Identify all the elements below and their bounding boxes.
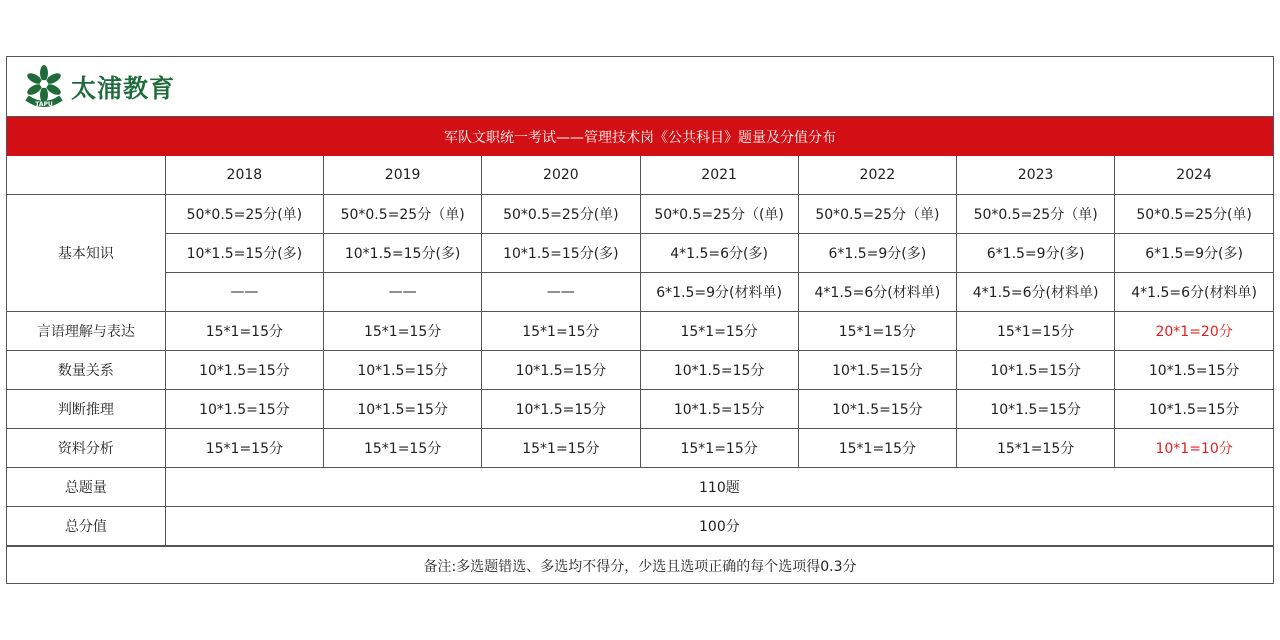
year-header: 2018 bbox=[165, 156, 323, 195]
table-row-total-score bbox=[7, 507, 1273, 546]
table-cell: 6*1.5=9分(多) bbox=[798, 234, 956, 273]
table-cell-highlight: 10*1=10分 bbox=[1115, 429, 1273, 468]
score-table bbox=[7, 156, 1273, 546]
table-cell: 15*1=15分 bbox=[640, 312, 798, 351]
table-cell: 10*1.5=15分 bbox=[957, 390, 1115, 429]
exam-distribution-sheet bbox=[6, 56, 1274, 584]
table-cell: 10*1.5=15分 bbox=[1115, 390, 1273, 429]
table-cell: 50*0.5=25分(单) bbox=[1115, 195, 1273, 234]
total-questions-value: 110题 bbox=[165, 468, 1273, 507]
year-header: 2021 bbox=[640, 156, 798, 195]
table-cell: 10*1.5=15分 bbox=[165, 390, 323, 429]
table-cell: 6*1.5=9分(材料单) bbox=[640, 273, 798, 312]
table-cell: 15*1=15分 bbox=[798, 429, 956, 468]
table-cell: 15*1=15分 bbox=[957, 429, 1115, 468]
table-cell: 4*1.5=6分(多) bbox=[640, 234, 798, 273]
table-cell: 15*1=15分 bbox=[165, 429, 323, 468]
table-row-reasoning bbox=[7, 390, 1273, 429]
header-empty-cell bbox=[7, 156, 165, 195]
table-row-total-questions bbox=[7, 468, 1273, 507]
footnote bbox=[7, 546, 1273, 584]
row-label: 资料分析 bbox=[7, 429, 165, 468]
table-cell: 15*1=15分 bbox=[324, 429, 482, 468]
year-header: 2020 bbox=[482, 156, 640, 195]
row-label: 总分值 bbox=[7, 507, 165, 546]
table-cell: 15*1=15分 bbox=[165, 312, 323, 351]
year-header: 2022 bbox=[798, 156, 956, 195]
table-cell: 15*1=15分 bbox=[482, 312, 640, 351]
table-cell: 10*1.5=15分(多) bbox=[324, 234, 482, 273]
table-cell: 4*1.5=6分(材料单) bbox=[798, 273, 956, 312]
year-header: 2019 bbox=[324, 156, 482, 195]
table-cell: 50*0.5=25分（单) bbox=[798, 195, 956, 234]
brand-header bbox=[7, 57, 1273, 117]
table-cell: 10*1.5=15分 bbox=[482, 351, 640, 390]
table-cell: 6*1.5=9分(多) bbox=[1115, 234, 1273, 273]
table-cell: 10*1.5=15分(多) bbox=[482, 234, 640, 273]
table-cell: 10*1.5=15分 bbox=[957, 351, 1115, 390]
table-cell: 10*1.5=15分 bbox=[482, 390, 640, 429]
row-label: 总题量 bbox=[7, 468, 165, 507]
total-score-value: 100分 bbox=[165, 507, 1273, 546]
table-cell: 10*1.5=15分 bbox=[640, 351, 798, 390]
footnote-text: 备注:多选题错选、多选均不得分，少选且选项正确的每个选项得0.3分 bbox=[423, 558, 857, 575]
table-cell: 15*1=15分 bbox=[640, 429, 798, 468]
table-cell: 10*1.5=15分 bbox=[798, 351, 956, 390]
banner-title: 军队文职统一考试——管理技术岗《公共科目》题量及分值分布 bbox=[444, 129, 836, 146]
table-cell: 15*1=15分 bbox=[482, 429, 640, 468]
year-header-row bbox=[7, 156, 1273, 195]
table-cell: 15*1=15分 bbox=[957, 312, 1115, 351]
brand-name: 太浦教育 bbox=[71, 73, 176, 103]
table-cell: 10*1.5=15分 bbox=[1115, 351, 1273, 390]
year-header: 2024 bbox=[1115, 156, 1273, 195]
table-cell: 50*0.5=25分（单) bbox=[324, 195, 482, 234]
table-row-basic-knowledge-material bbox=[7, 273, 1273, 312]
table-cell: 10*1.5=15分 bbox=[640, 390, 798, 429]
table-cell: 10*1.5=15分 bbox=[324, 390, 482, 429]
table-cell: 4*1.5=6分(材料单) bbox=[957, 273, 1115, 312]
table-cell: 50*0.5=25分(单) bbox=[482, 195, 640, 234]
table-row-verbal bbox=[7, 312, 1273, 351]
table-cell: 10*1.5=15分 bbox=[324, 351, 482, 390]
logo-text: TAPU bbox=[35, 100, 53, 108]
table-cell: 15*1=15分 bbox=[798, 312, 956, 351]
table-cell: —— bbox=[324, 273, 482, 312]
table-cell-highlight: 20*1=20分 bbox=[1115, 312, 1273, 351]
table-cell: —— bbox=[165, 273, 323, 312]
table-cell: 10*1.5=15分 bbox=[798, 390, 956, 429]
table-cell: 50*0.5=25分（(单) bbox=[640, 195, 798, 234]
table-cell: 10*1.5=15分 bbox=[165, 351, 323, 390]
table-cell: 4*1.5=6分(材料单) bbox=[1115, 273, 1273, 312]
table-cell: 50*0.5=25分（单) bbox=[957, 195, 1115, 234]
row-label: 数量关系 bbox=[7, 351, 165, 390]
table-row-quantitative bbox=[7, 351, 1273, 390]
row-label: 基本知识 bbox=[7, 195, 165, 312]
table-cell: 15*1=15分 bbox=[324, 312, 482, 351]
row-label: 言语理解与表达 bbox=[7, 312, 165, 351]
table-cell: 50*0.5=25分(单) bbox=[165, 195, 323, 234]
table-row-basic-knowledge bbox=[7, 195, 1273, 234]
year-header: 2023 bbox=[957, 156, 1115, 195]
table-cell: 6*1.5=9分(多) bbox=[957, 234, 1115, 273]
tapu-logo-icon bbox=[21, 64, 67, 110]
table-cell: —— bbox=[482, 273, 640, 312]
table-row-basic-knowledge-multi bbox=[7, 234, 1273, 273]
row-label: 判断推理 bbox=[7, 390, 165, 429]
table-cell: 10*1.5=15分(多) bbox=[165, 234, 323, 273]
table-row-data-analysis bbox=[7, 429, 1273, 468]
title-banner bbox=[7, 117, 1273, 156]
